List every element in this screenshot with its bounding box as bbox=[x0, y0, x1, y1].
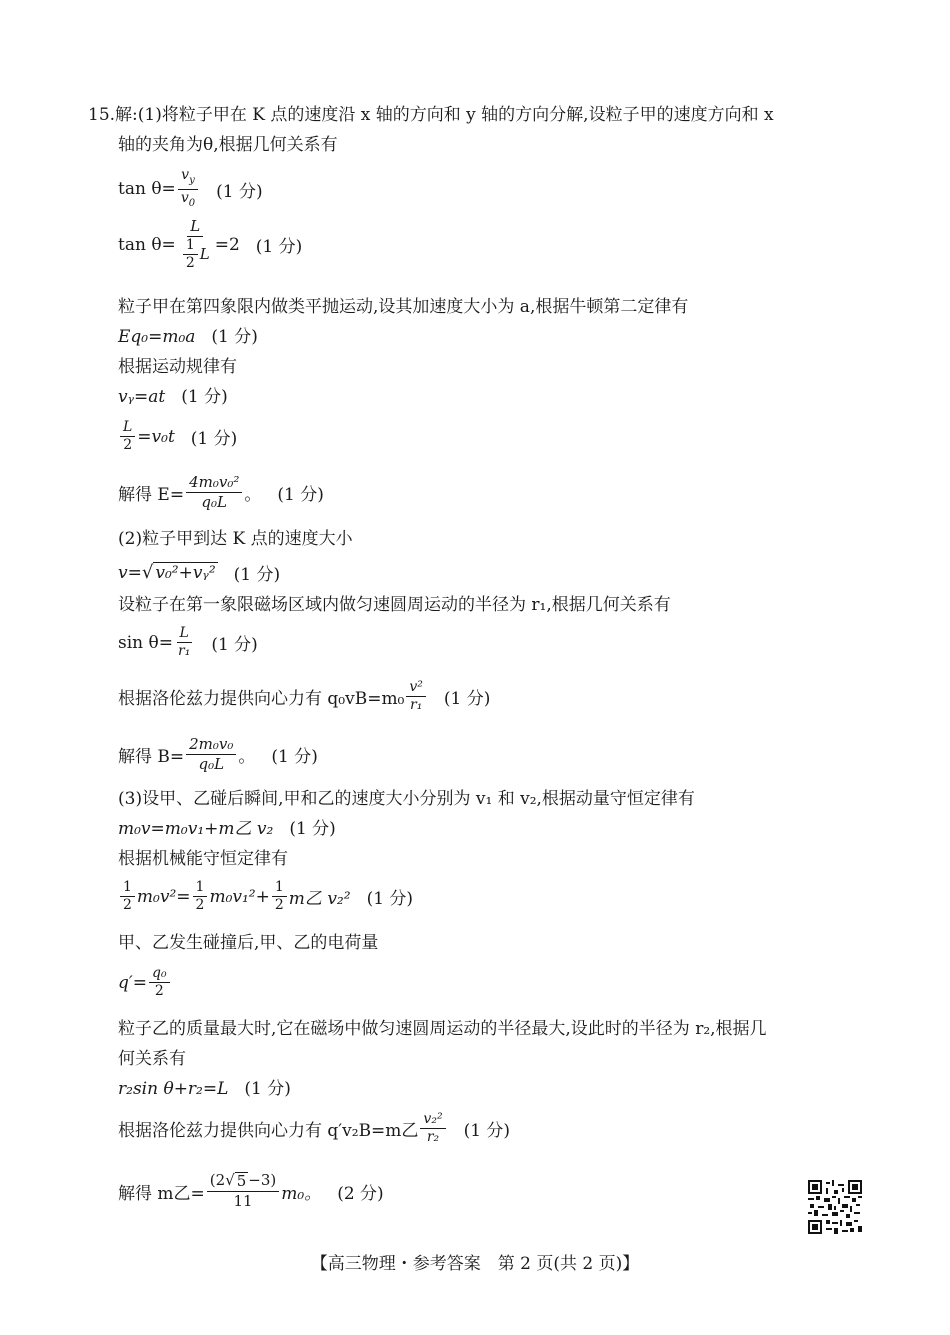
eq-momentum: m₀v=m₀v₁+m乙 v₂ (1 分) bbox=[118, 819, 336, 839]
problem-intro-line1: 15.解:(1)将粒子甲在 K 点的速度沿 x 轴的方向和 y 轴的方向分解,设粒子甲的速度方向和 x bbox=[88, 105, 774, 125]
fraction: $\frac{\text{4m₀v₀²}}{\text{q₀L}}$ bbox=[186, 474, 242, 511]
fraction: $\frac{L}{\text{r₁}}$ bbox=[178, 625, 191, 659]
fraction: $\frac{\text{2m₀v₀}}{\text{q₀L}}$ bbox=[186, 736, 236, 773]
eq-newton: Eq₀=m₀a (1 分) bbox=[118, 327, 258, 347]
qr-code-icon bbox=[808, 1180, 862, 1234]
fraction: $\frac{\text{q₀}}{2}$ bbox=[149, 966, 170, 999]
score: (1 分) bbox=[190, 429, 238, 449]
problem-intro-line2: 轴的夹角为θ,根据几何关系有 bbox=[118, 135, 338, 155]
eq-max-mass: 解得 m乙= (2 √ 5 −3) 11 m₀。 (2 分) bbox=[118, 1171, 384, 1210]
fraction: L $\frac{1}{2}$ L bbox=[178, 218, 213, 271]
score: (1 分) bbox=[255, 237, 303, 257]
score: (1 分) bbox=[271, 747, 318, 767]
text-radius: 设粒子在第一象限磁场区域内做匀速圆周运动的半径为 r₁,根据几何关系有 bbox=[118, 595, 671, 615]
eq-speed: v= √ v₀²+vᵧ² (1 分) bbox=[118, 562, 281, 585]
score: (1 分) bbox=[443, 689, 491, 709]
score: (1 分) bbox=[463, 1121, 511, 1141]
fraction: (2 √ 5 −3) 11 bbox=[207, 1172, 279, 1210]
eq-electric-field: 解得 E= $\frac{\text{4m₀v₀²}}{\text{q₀L}}$ 。 (1 分) bbox=[118, 473, 324, 511]
fraction: $\frac{L}{2}$ bbox=[120, 420, 135, 453]
eq-half-l: $\frac{L}{2}$ =v₀t (1 分) bbox=[118, 420, 237, 453]
score: (1 分) bbox=[366, 889, 414, 909]
eq-tan-1: tan θ= $\frac{v_y}{v_0}$ (1 分) bbox=[118, 167, 263, 209]
eq-magnetic-field: 解得 B= $\frac{\text{2m₀v₀}}{\text{q₀L}}$ 。 (1 分) bbox=[118, 735, 318, 773]
eq-charge: q′= $\frac{\text{q₀}}{2}$ bbox=[118, 966, 172, 999]
eq-r2: r₂sin θ+r₂=L (1 分) bbox=[118, 1079, 291, 1099]
fraction: $\frac{\text{v²}}{\text{r₁}}$ bbox=[406, 680, 426, 713]
text-part3: (3)设甲、乙碰后瞬间,甲和乙的速度大小分别为 v₁ 和 v₂,根据动量守恒定律有 bbox=[118, 789, 695, 809]
text-charge: 甲、乙发生碰撞后,甲、乙的电荷量 bbox=[118, 933, 379, 953]
text-fourth-quadrant: 粒子甲在第四象限内做类平抛运动,设其加速度大小为 a,根据牛顿第二定律有 bbox=[118, 297, 689, 317]
eq-tan-2: tan θ= L $\frac{1}{2}$ L =2 (1 分) bbox=[118, 217, 303, 271]
eq-sin: sin θ= $\frac{L}{\text{r₁}}$ (1 分) bbox=[118, 625, 258, 659]
score: (2 分) bbox=[337, 1183, 384, 1204]
text-max-mass-2: 何关系有 bbox=[118, 1049, 186, 1069]
text-energy: 根据机械能守恒定律有 bbox=[118, 849, 288, 869]
score: (1 分) bbox=[277, 485, 324, 505]
fraction: $\frac{\text{v₂²}}{\text{r₂}}$ bbox=[420, 1112, 445, 1145]
fraction: $\frac{v_y}{v_0}$ bbox=[178, 168, 198, 211]
score: (1 分) bbox=[216, 181, 263, 202]
eq-lorentz-1: 根据洛伦兹力提供向心力有 q₀vB=m₀ $\frac{\text{v²}}{\text{r₁}}$ (1 分) bbox=[118, 679, 491, 713]
eq-lorentz-2: 根据洛伦兹力提供向心力有 q′v₂B=m乙 $\frac{\text{v₂²}}{\text{r₂}}$ (1 分) bbox=[118, 1111, 511, 1145]
text-motion-law: 根据运动规律有 bbox=[118, 357, 237, 377]
square-root: √ v₀²+vᵧ² bbox=[141, 562, 216, 583]
score: (1 分) bbox=[211, 635, 258, 655]
text-part2: (2)粒子甲到达 K 点的速度大小 bbox=[118, 529, 353, 549]
page-footer: 【高三物理・参考答案 第 2 页(共 2 页)】 bbox=[310, 1254, 640, 1274]
score: (1 分) bbox=[233, 565, 281, 585]
text-max-mass-1: 粒子乙的质量最大时,它在磁场中做匀速圆周运动的半径最大,设此时的半径为 r₂,根据几 bbox=[118, 1019, 767, 1039]
eq-energy: $\frac{1}{2}$ m₀v²= $\frac{1}{2}$ m₀v₁²+ $\frac{1}{2}$ m乙 v₂² (1 分) bbox=[118, 880, 413, 913]
problem-number: 15. bbox=[88, 105, 116, 125]
eq-vy: vᵧ=at (1 分) bbox=[118, 387, 228, 407]
